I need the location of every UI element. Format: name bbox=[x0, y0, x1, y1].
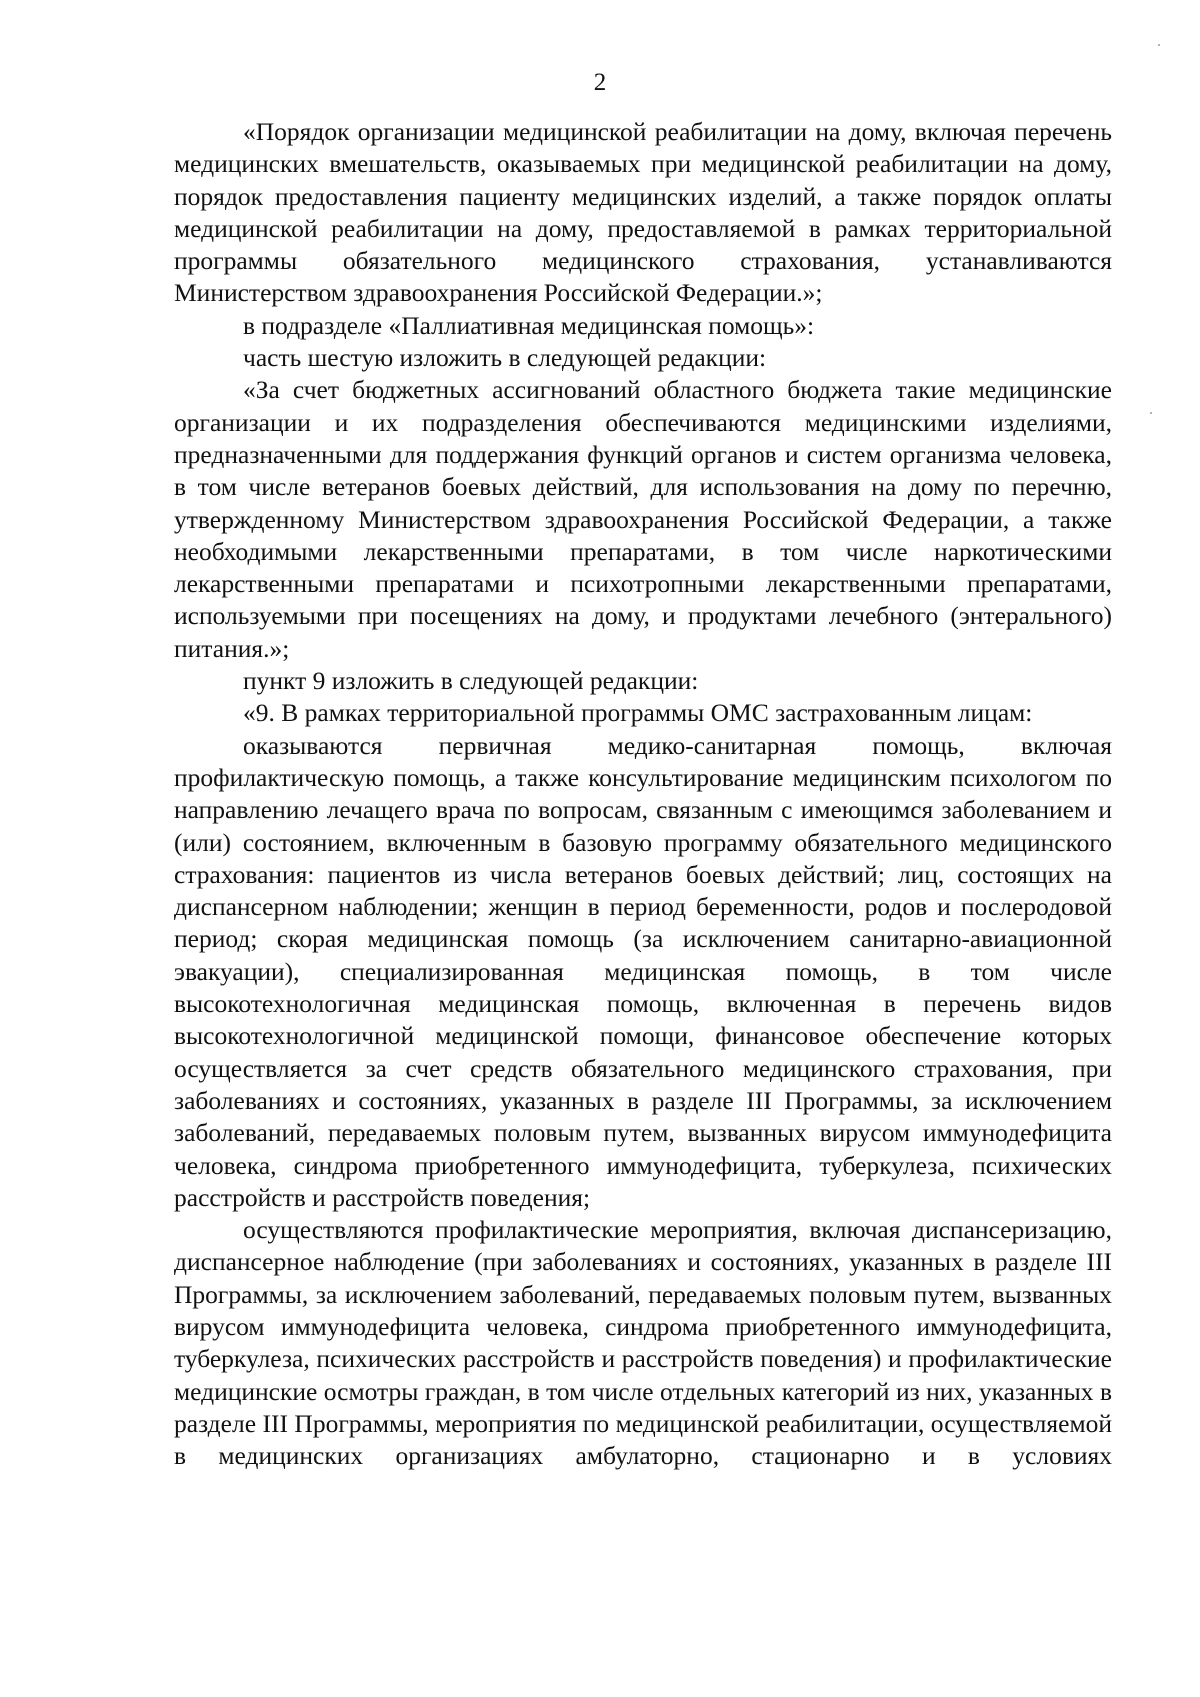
paragraph-part-six-instruction: часть шестую изложить в следующей редакции: bbox=[243, 343, 767, 373]
document-body bbox=[174, 116, 1112, 1472]
paragraph-rehabilitation-procedure: «Порядок организации медицинской реабилитации на дому, включая перечень медицинских вмешательств, оказываемых при медицинской реабилитации на дому, порядок предоставления пациенту медицинских изделий, а также порядок оплаты медицинской реабилитации на дому, предоставляемой в рамках территориальной программы обязательного медицинского страхования, устанавливаются Министерством здравоохранения Российской Федерации.»; bbox=[174, 117, 1112, 308]
scan-speck bbox=[1150, 412, 1152, 414]
paragraph-budget-medical-products: «За счет бюджетных ассигнований областного бюджета такие медицинские организации и их подразделения обеспечиваются медицинскими изделиями, предназначенными для поддержания функций органов и систем организма человека, в том числе ветеранов боевых действий, для использования на дому по перечню, утвержденному Министерством здравоохранения Российской Федерации, а также необходимыми лекарственными препаратами, в том числе наркотическими лекарственными препаратами и психотропными лекарственными препаратами, используемыми при посещениях на дому, и продуктами лечебного (энтерального) питания.»; bbox=[174, 375, 1112, 663]
scan-speck bbox=[1158, 44, 1160, 46]
paragraph-primary-care: оказываются первичная медико-санитарная помощь, включая профилактическую помощь, а также консультирование медицинским психологом по направлению лечащего врача по вопросам, связанным с имеющимся заболеванием и (или) состоянием, включенным в базовую программу обязательного медицинского страхования: пациентов из числа ветеранов боевых действий; лиц, состоящих на диспансерном наблюдении; женщин в период беременности, родов и послеродовой период; скорая медицинская помощь (за исключением санитарно-авиационной эвакуации), специализированная медицинская помощь, в том числе высокотехнологичная медицинская помощь, включенная в перечень видов высокотехнологичной медицинской помощи, финансовое обеспечение которых осуществляется за счет средств обязательного медицинского страхования, при заболеваниях и состояниях, указанных в разделе III Программы, за исключением заболеваний, передаваемых половым путем, вызванных вирусом иммунодефицита человека, синдрома приобретенного иммунодефицита, туберкулеза, психических расстройств и расстройств поведения; bbox=[174, 730, 1112, 1212]
paragraph-palliative-subsection: в подразделе «Паллиативная медицинская помощь»: bbox=[243, 310, 815, 340]
paragraph-preventive-measures: осуществляются профилактические мероприятия, включая диспансеризацию, диспансерное наблюдение (при заболеваниях и состояниях, указанных в разделе III Программы, за исключением заболеваний, передаваемых половым путем, вызванных вирусом иммунодефицита человека, синдрома приобретенного иммунодефицита, туберкулеза, психических расстройств и расстройств поведения) и профилактические медицинские осмотры граждан, в том числе отдельных категорий из них, указанных в разделе III Программы, мероприятия по медицинской реабилитации, осуществляемой в медицинских организациях амбулаторно, стационарно и в условиях bbox=[174, 1215, 1112, 1471]
paragraph-item-nine-instruction: пункт 9 изложить в следующей редакции: bbox=[243, 666, 699, 696]
page-number: 2 bbox=[593, 69, 607, 96]
paragraph-item-nine-heading: «9. В рамках территориальной программы ОМС застрахованным лицам: bbox=[243, 698, 1033, 728]
